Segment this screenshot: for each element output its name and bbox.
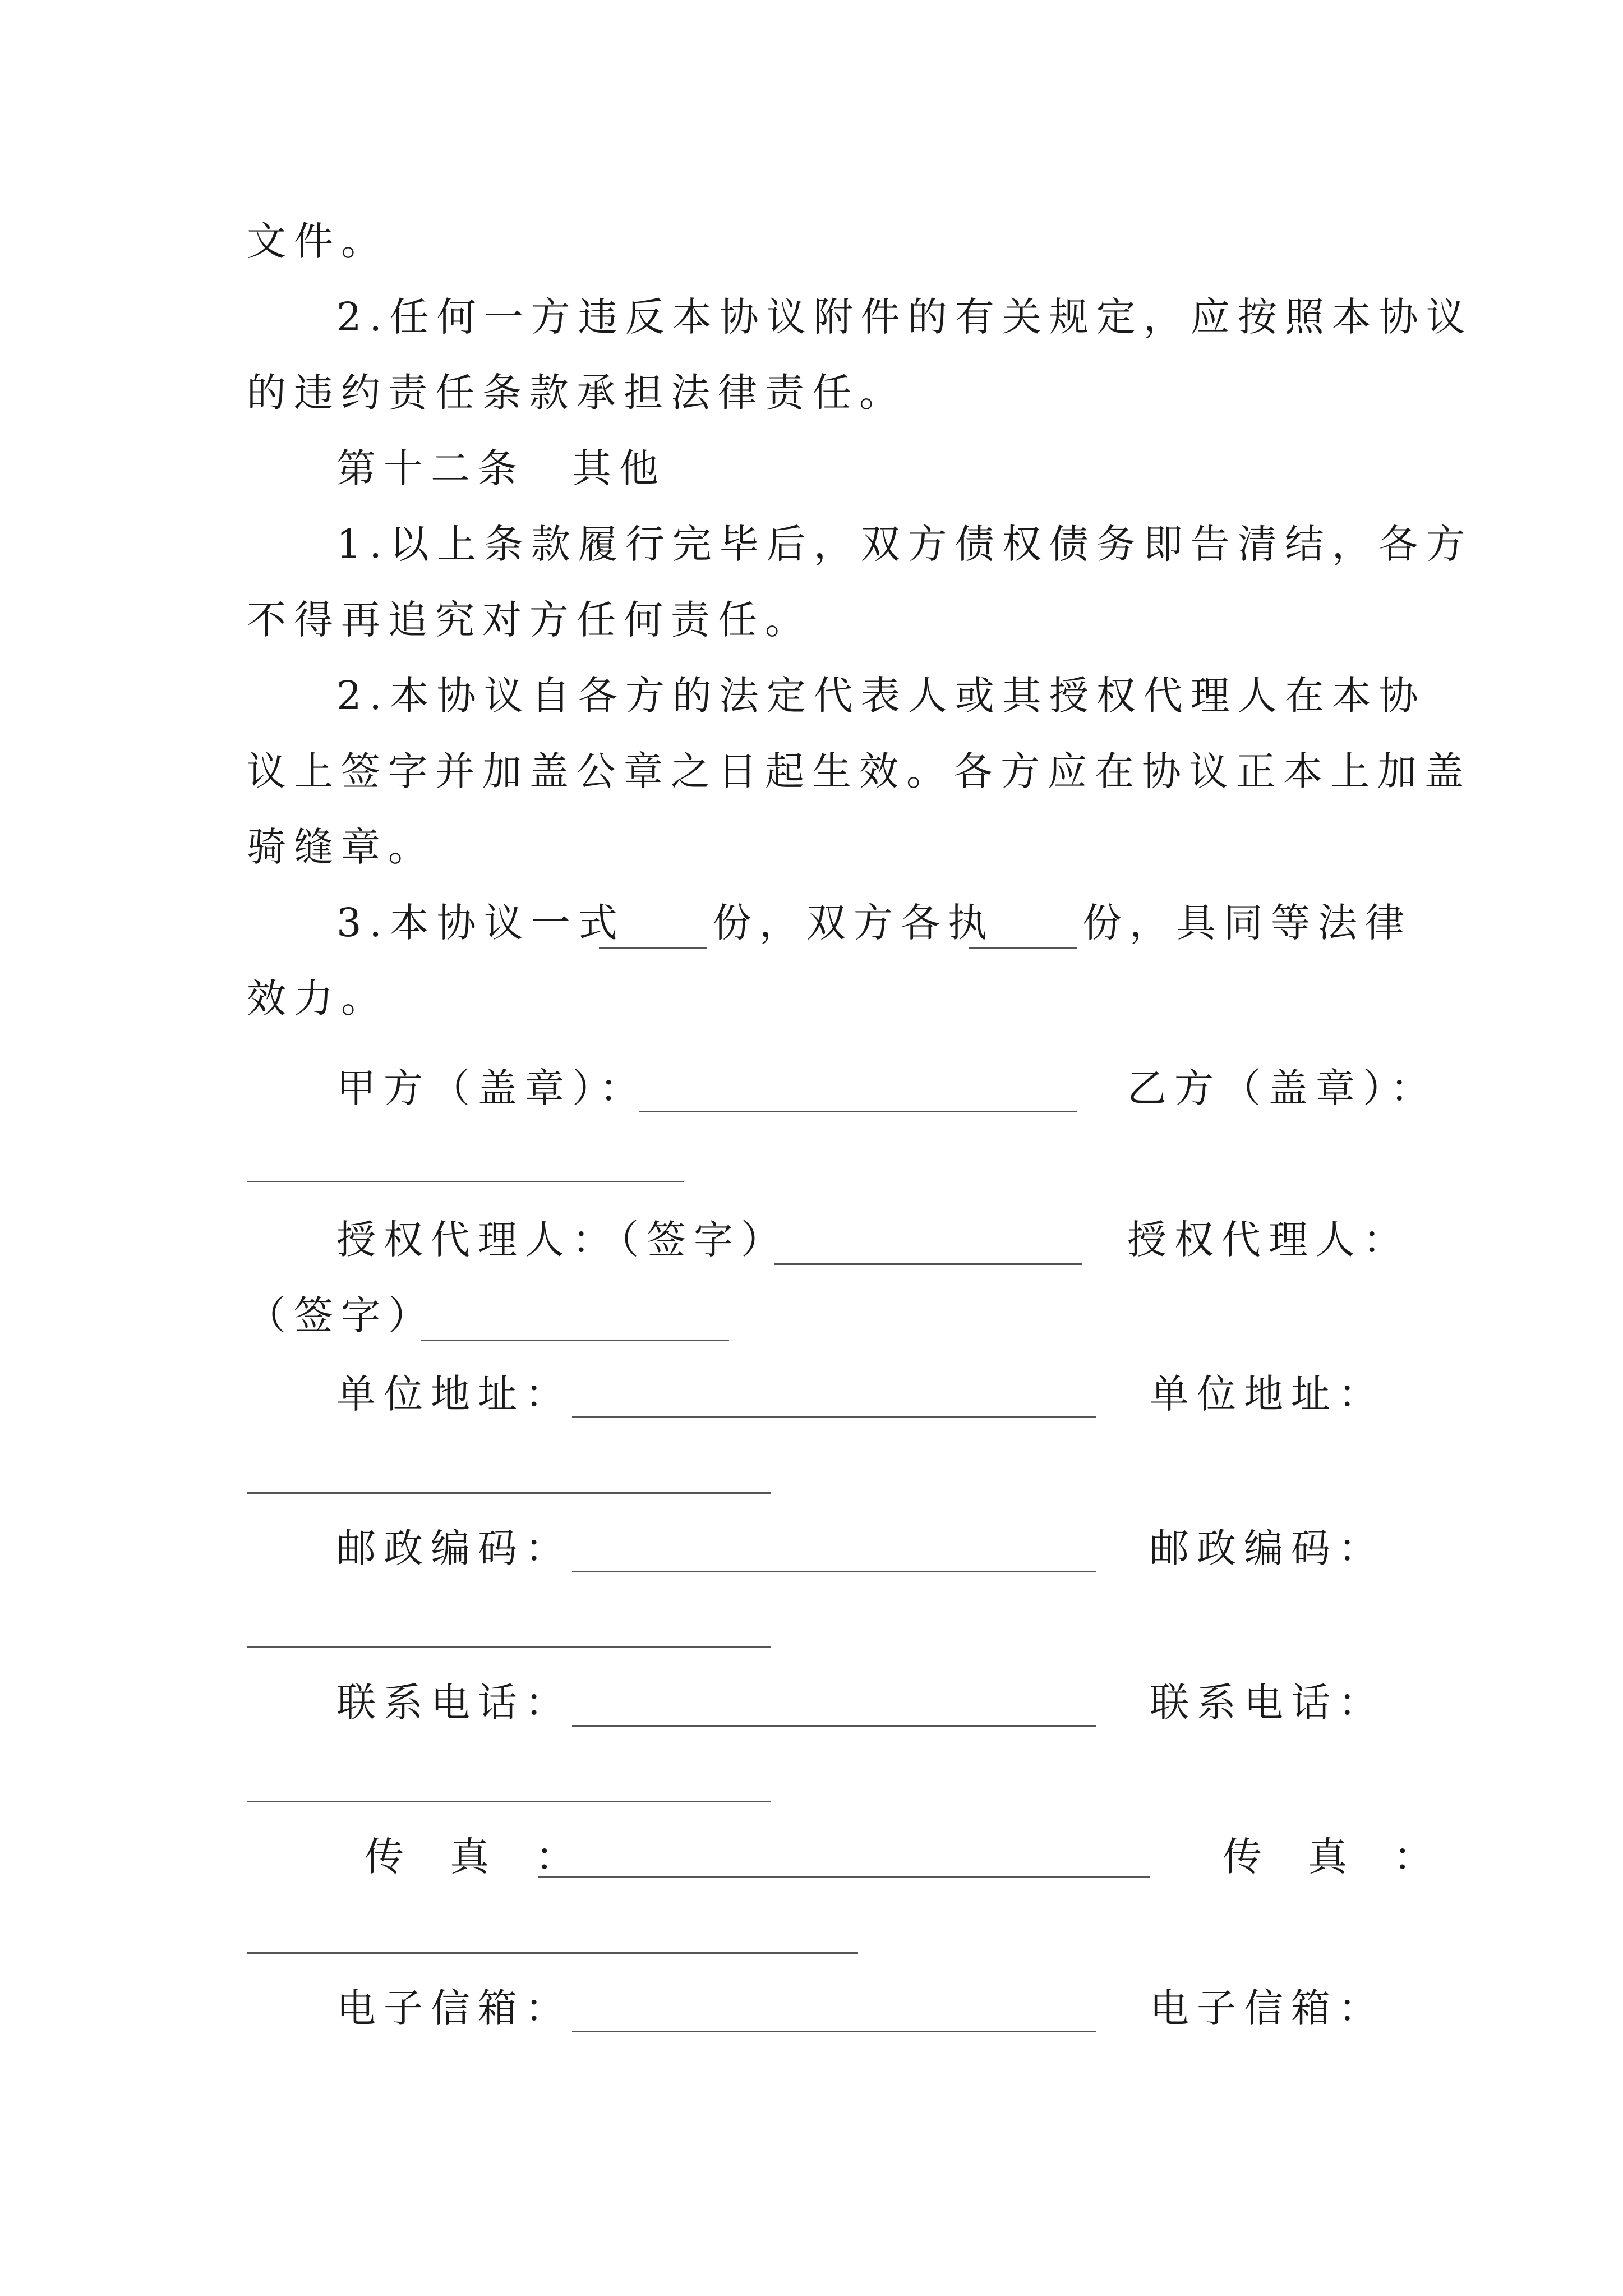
agent-b-sign-field[interactable] <box>421 1340 729 1341</box>
party-b-seal-field[interactable] <box>247 1181 684 1182</box>
paragraph-line: 议上签字并加盖公章之日起生效。各方应在协议正本上加盖 <box>247 748 1472 794</box>
email-a-label: 电子信箱： <box>336 1985 572 2031</box>
paragraph-line: 骑缝章。 <box>247 824 435 870</box>
postal-b-field[interactable] <box>247 1646 771 1648</box>
paragraph-line: 份，双方各执 <box>712 900 995 946</box>
fax-b-label: 传 真 ： <box>1223 1834 1450 1880</box>
paragraph-line: 2.任何一方违反本协议附件的有关规定，应按照本协议 <box>336 294 1473 340</box>
party-b-seal-label: 乙方（盖章）： <box>1127 1065 1437 1111</box>
phone-a-label: 联系电话： <box>336 1680 572 1726</box>
paragraph-line: 2.本协议自各方的法定代表人或其授权代理人在本协 <box>336 673 1426 719</box>
paragraph-line: 不得再追究对方任何责任。 <box>247 597 812 643</box>
paragraph-line: 文件。 <box>247 218 388 264</box>
email-a-field[interactable] <box>572 2031 1096 2032</box>
agent-a-label: 授权代理人：（签字） <box>336 1217 788 1263</box>
fax-a-label: 传 真 ： <box>365 1834 592 1880</box>
fax-b-field[interactable] <box>247 1952 858 1954</box>
paragraph-line: 的违约责任条款承担法律责任。 <box>247 370 906 416</box>
address-b-field[interactable] <box>247 1492 771 1494</box>
agent-a-sign-field[interactable] <box>774 1263 1082 1265</box>
postal-b-label: 邮政编码： <box>1150 1525 1385 1571</box>
phone-a-field[interactable] <box>572 1725 1096 1727</box>
party-a-seal-label: 甲方（盖章）： <box>336 1065 647 1111</box>
address-a-label: 单位地址： <box>336 1371 572 1417</box>
copies-each-blank[interactable] <box>969 947 1077 949</box>
paragraph-line: 1.以上条款履行完毕后，双方债权债务即告清结，各方 <box>336 521 1473 567</box>
email-b-label: 电子信箱： <box>1150 1985 1385 2031</box>
address-a-field[interactable] <box>572 1416 1096 1418</box>
fax-a-field[interactable] <box>538 1876 1150 1878</box>
agent-b-label: 授权代理人： <box>1127 1217 1410 1263</box>
party-a-seal-field[interactable] <box>639 1111 1077 1112</box>
phone-b-label: 联系电话： <box>1150 1680 1385 1726</box>
section-heading: 第十二条 其他 <box>336 445 666 491</box>
agent-b-sign-label: （签字） <box>247 1292 435 1338</box>
paragraph-line: 份，具同等法律 <box>1082 900 1412 946</box>
postal-a-label: 邮政编码： <box>336 1525 572 1571</box>
postal-a-field[interactable] <box>572 1571 1096 1572</box>
paragraph-line: 效力。 <box>247 976 388 1022</box>
address-b-label: 单位地址： <box>1150 1371 1385 1417</box>
paragraph-line: 3.本协议一式 <box>336 900 625 946</box>
phone-b-field[interactable] <box>247 1801 771 1802</box>
copies-blank[interactable] <box>599 947 707 949</box>
